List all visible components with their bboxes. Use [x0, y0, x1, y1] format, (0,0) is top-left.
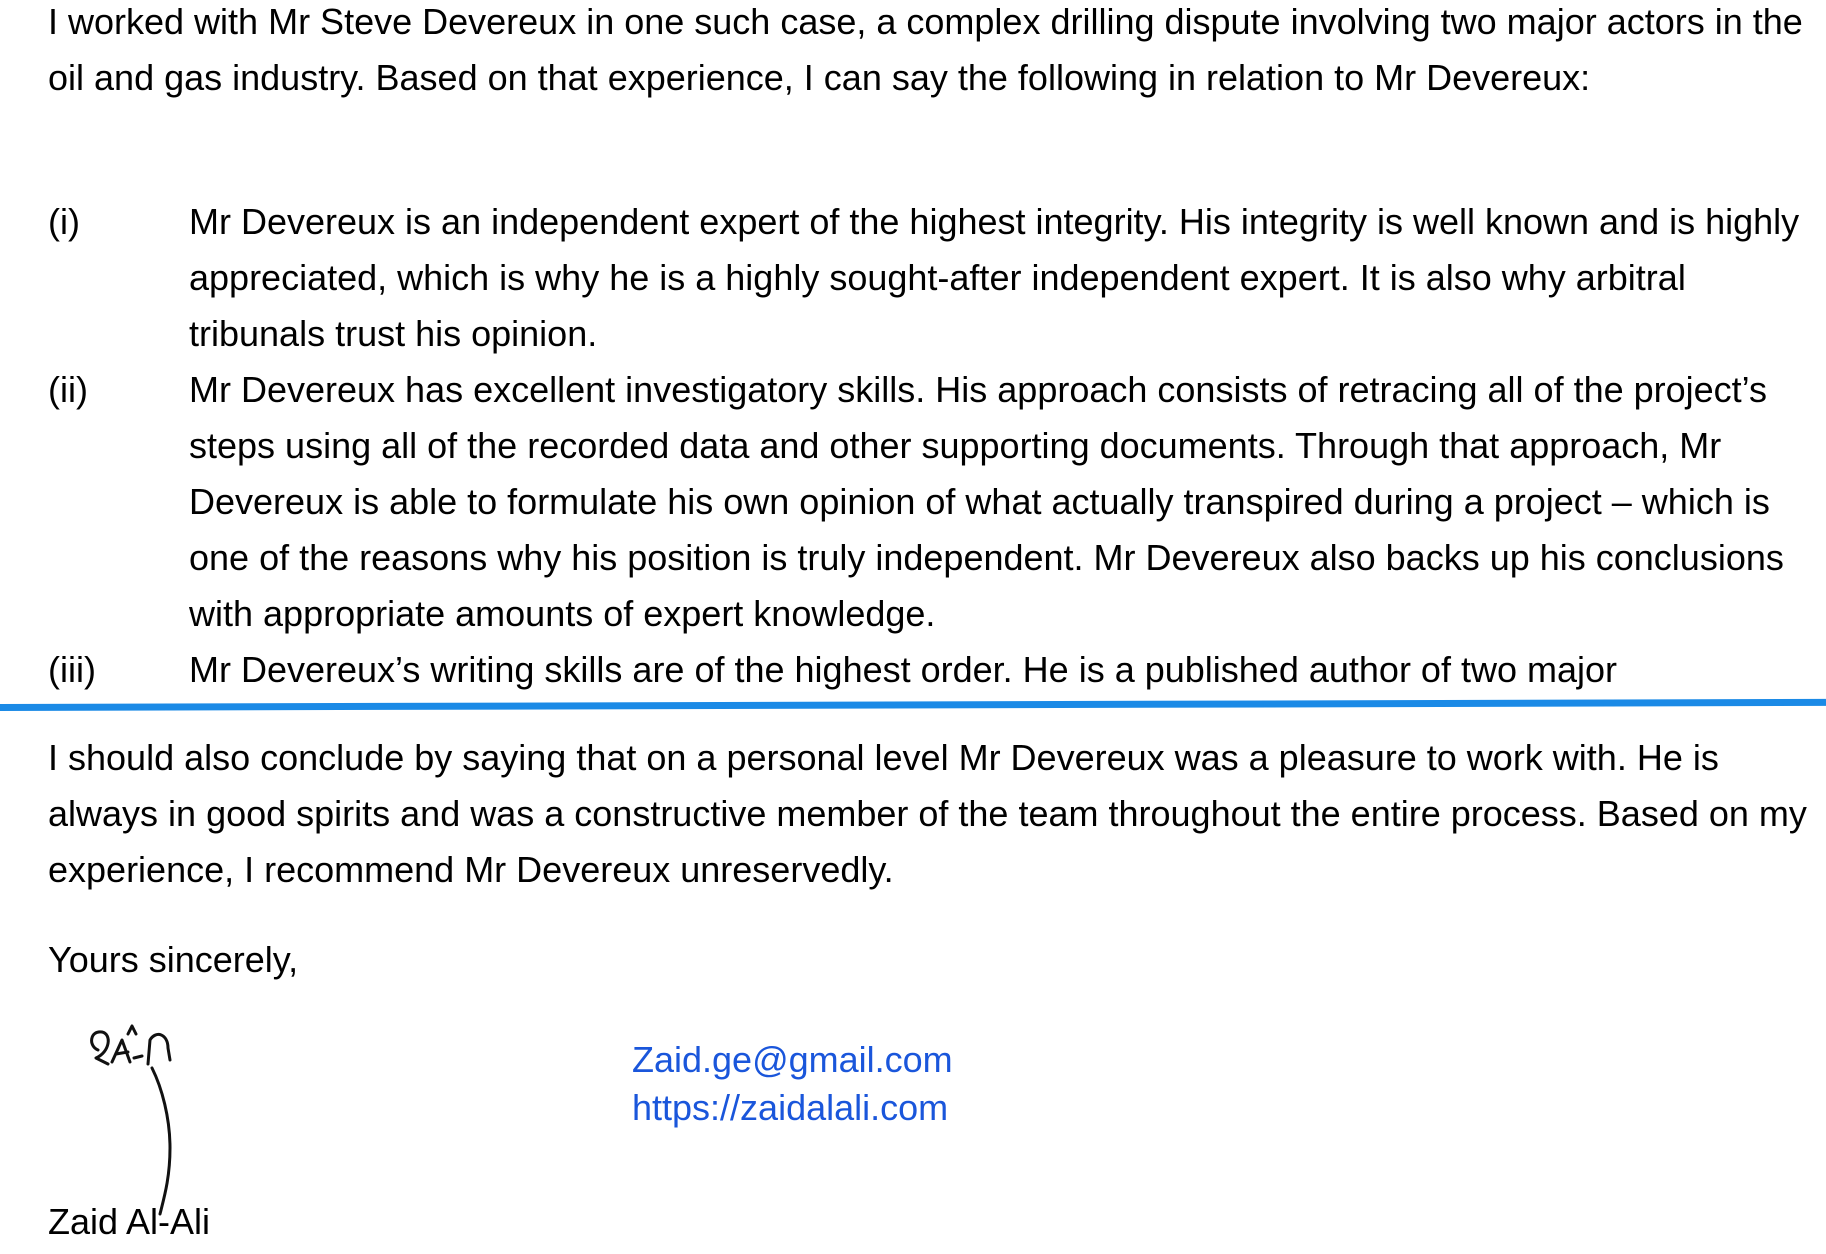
closing-salutation: Yours sincerely,	[48, 939, 299, 980]
handwritten-signature	[82, 1018, 222, 1218]
list-item	[48, 642, 1818, 698]
list-item-text: Mr Devereux has excellent investigatory skills. His approach consists of retracing all of the project’s steps using all of the recorded data and other supporting documents. Through that approach, Mr Devereux is able to formulate his own opinion of what actually transpired during a project – which is one of the reasons why his position is truly independent. Mr Devereux also backs up his conclusions with appropriate amounts of expert knowledge.	[189, 369, 1784, 634]
list-marker: (i)	[48, 201, 80, 242]
list-item	[48, 362, 1818, 642]
signer-name: Zaid Al-Ali	[48, 1201, 211, 1242]
list-marker: (ii)	[48, 369, 88, 410]
conclusion-paragraph: I should also conclude by saying that on a personal level Mr Devereux was a pleasure to work with. He is always in good spirits and was a constructive member of the team throughout the entire process. Based on my experience, I recommend Mr Devereux unreservedly.	[48, 737, 1807, 890]
list-item-text: Mr Devereux is an independent expert of the highest integrity. His integrity is well known and is highly appreciated, which is why he is a highly sought-after independent expert. It is also why arbitral tribunals trust his opinion.	[189, 201, 1800, 354]
email-link[interactable]: Zaid.ge@gmail.com	[632, 1039, 953, 1080]
intro-paragraph: I worked with Mr Steve Devereux in one such case, a complex drilling dispute involving two major actors in the oil and gas industry. Based on that experience, I can say the following in relation to Mr Devereux:	[48, 1, 1803, 98]
qualities-list	[48, 194, 1818, 698]
list-marker: (iii)	[48, 649, 96, 690]
website-link[interactable]: https://zaidalali.com	[632, 1087, 949, 1128]
list-item-text: Mr Devereux’s writing skills are of the highest order. He is a published author of two major	[189, 649, 1617, 690]
contact-block	[632, 1036, 953, 1132]
list-item	[48, 194, 1818, 362]
